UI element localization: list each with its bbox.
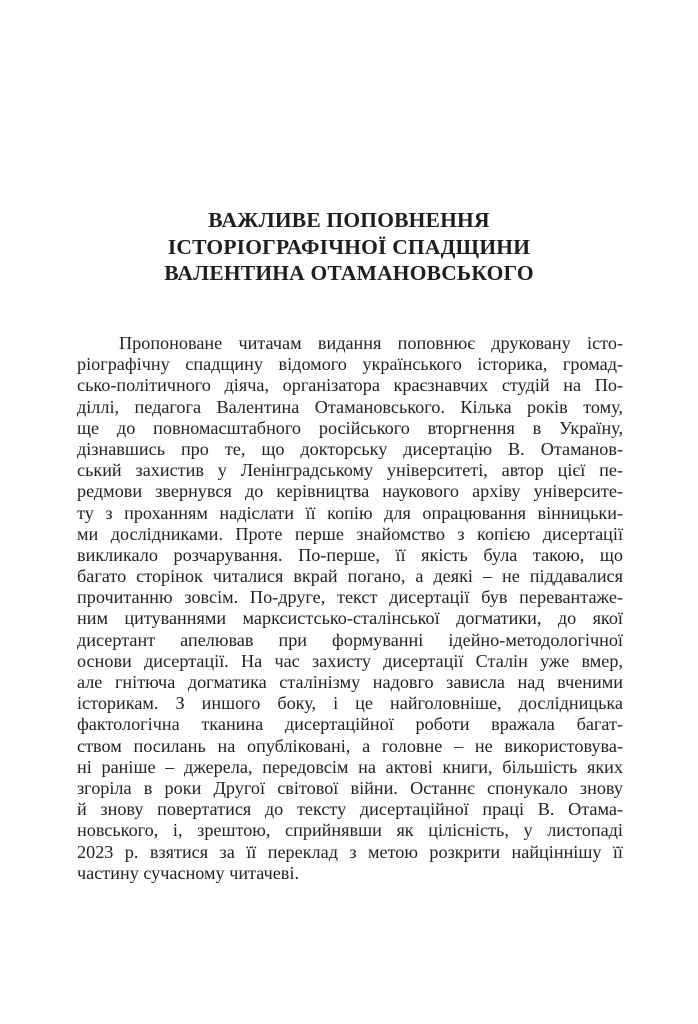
- text-line: ський захистив у Ленінградському університеті, автор цієї пе-: [77, 460, 623, 481]
- text-line: згоріла в роки Другої світової війни. Останнє спонукало знову: [77, 777, 623, 798]
- text-line: ту з проханням надіслати її копію для опрацювання вінницьки-: [77, 502, 623, 523]
- text-line: ми дослідниками. Проте перше знайомство з копією дисертації: [77, 523, 623, 544]
- text-line: ще до повномасштабного російського вторгнення в Україну,: [77, 417, 623, 438]
- title-line-1: ВАЖЛИВЕ ПОПОВНЕННЯ: [208, 208, 490, 232]
- text-line: діллі, педагога Валентина Отамановського. Кілька років тому,: [77, 396, 623, 417]
- text-line: сько-політичного діяча, організатора краєзнавчих студій на По-: [77, 375, 623, 396]
- text-line: ним цитуваннями марксистсько-сталінської догматики, до якої: [77, 608, 623, 629]
- text-line: основи дисертації. На час захисту дисертації Сталін уже вмер,: [77, 650, 623, 671]
- text-line: фактологічна тканина дисертаційної роботи вражала багат-: [77, 714, 623, 735]
- body-paragraph: [77, 333, 623, 884]
- text-line: ні раніше – джерела, передовсім на актові книги, більшість яких: [77, 756, 623, 777]
- text-line: новського, і, зрештою, сприйнявши як цілісність, у листопаді: [77, 820, 623, 841]
- text-line: прочитанню зовсім. По-друге, текст дисертації був перевантаже-: [77, 587, 623, 608]
- text-line: частину сучасному читачеві.: [77, 862, 299, 883]
- text-line: багато сторінок читалися вкрай погано, а деякі – не піддавалися: [77, 566, 623, 587]
- title-line-2: ІСТОРІОГРАФІЧНОЇ СПАДЩИНИ: [167, 234, 531, 259]
- text-line: й знову повертатися до тексту дисертаційної праці В. Отама-: [77, 799, 623, 820]
- text-line: редмови звернувся до керівництва наукового архіву університе-: [77, 481, 623, 502]
- text-line: історикам. З иншого боку, і це найголовніше, дослідницька: [77, 693, 623, 714]
- text-line: ріографічну спадщину відомого українського історика, громад-: [77, 354, 623, 375]
- title-line-3: ВАЛЕНТИНА ОТАМАНОВСЬКОГО: [164, 261, 534, 285]
- text-line: дізнавшись про те, що докторську дисертацію В. Отаманов-: [77, 438, 623, 459]
- text-line: ством посилань на опубліковані, а головне – не використовува-: [77, 735, 623, 756]
- text-line: але гнітюча догматика сталінізму надовго зависла над вченими: [77, 672, 623, 692]
- text-line: дисертант апелював при формуванні ідейно-методологічної: [77, 629, 623, 650]
- text-line: 2023 р. взятися за її переклад з метою розкрити найціннішу її: [77, 841, 623, 862]
- text-line: Пропоноване читачам видання поповнює друковану істо-: [119, 333, 623, 353]
- chapter-title: [0, 207, 698, 287]
- text-line: викликало розчарування. По-перше, її якість була такою, що: [77, 544, 623, 565]
